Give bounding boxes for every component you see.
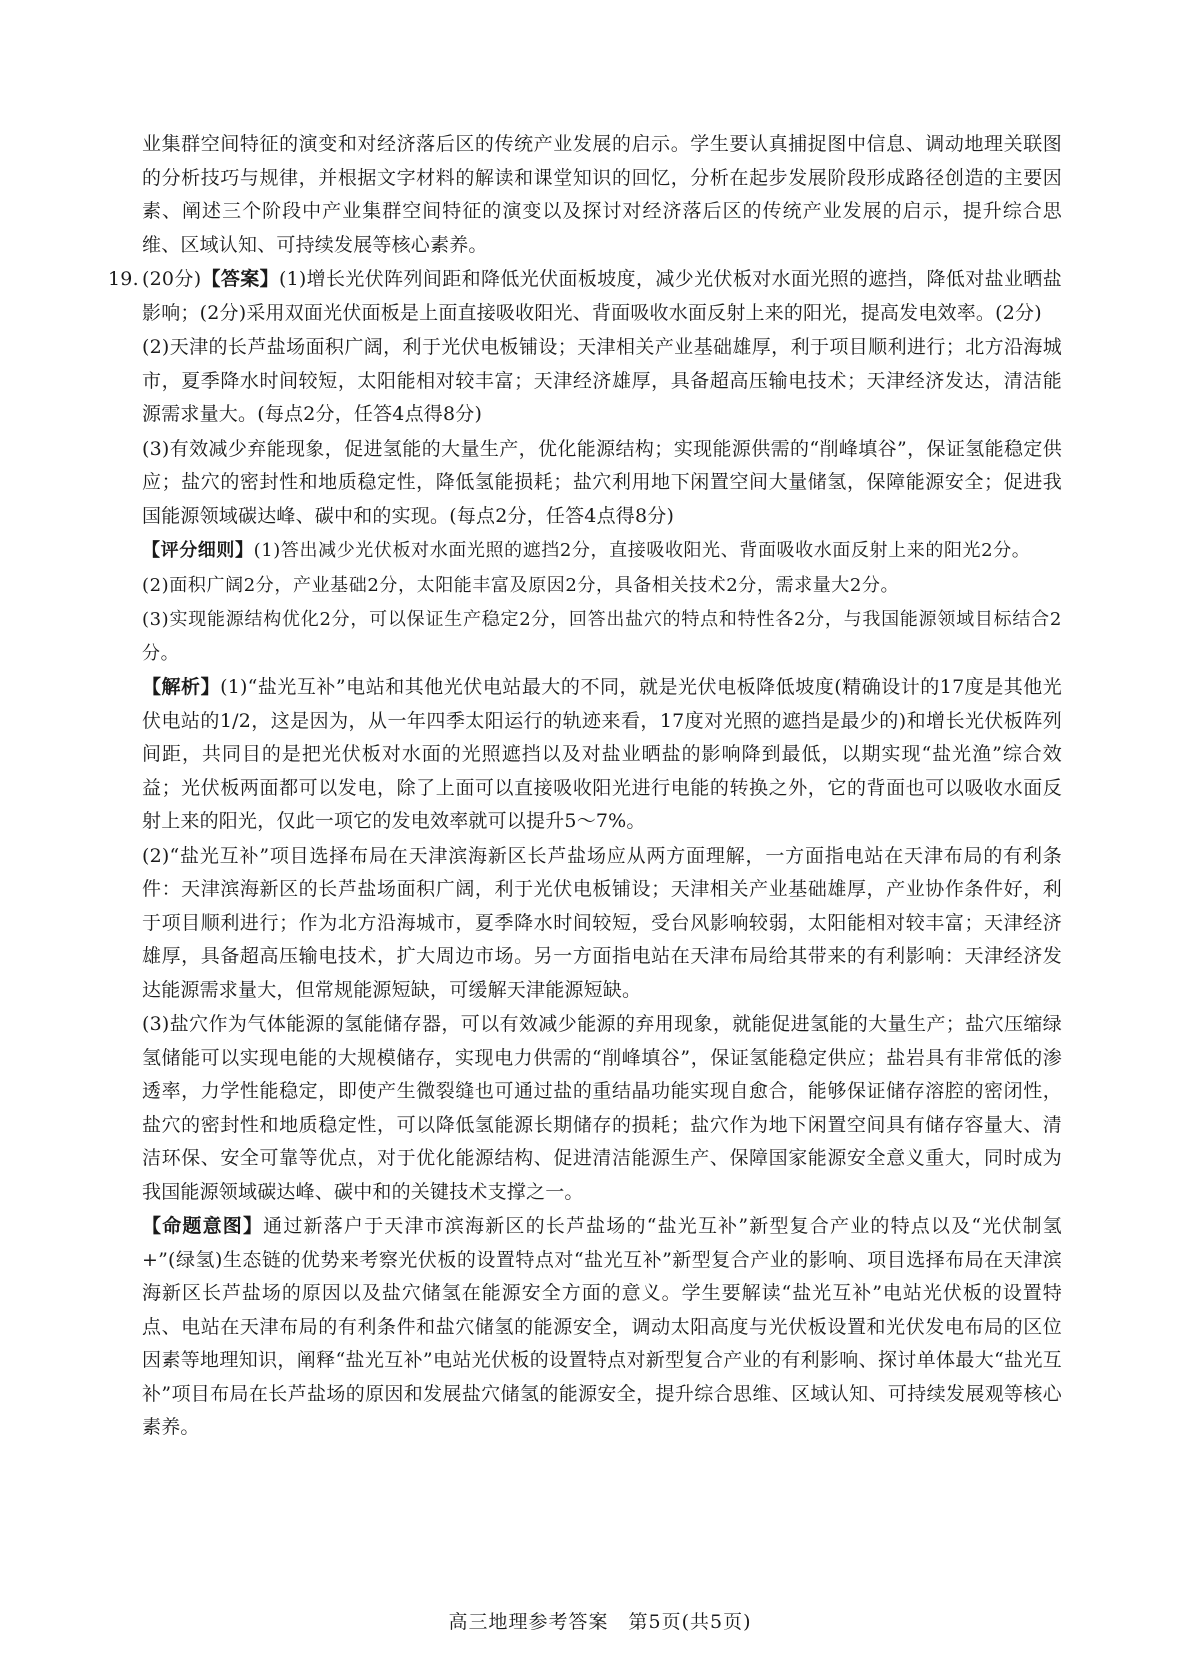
analysis-part-1: (1)“盐光互补”电站和其他光伏电站最大的不同，就是光伏电板降低坡度(精确设计的17度是其他光伏电站的1/2，这是因为，从一年四季太阳运行的轨迹来看，17度对光照的遮挡是最少的)和增长光伏板阵列间距，共同目的是把光伏板对水面的光照遮挡以及对盐业晒盐的影响降到最低，以期实现“盐光渔”综合效益；光伏板两面都可以发电，除了上面可以直接吸收阳光进行电能的转换之外，它的背面也可以吸收水面反射上来的阳光，仅此一项它的发电效率就可以提升5～7%。	[142, 676, 1062, 832]
intro-paragraph: 业集群空间特征的演变和对经济落后区的传统产业发展的启示。学生要认真捕捉图中信息、调动地理关联图的分析技巧与规律，并根据文字材料的解读和课堂知识的回忆，分析在起步发展阶段形成路径创造的主要因素、阐述三个阶段中产业集群空间特征的演变以及探讨对经济落后区的传统产业发展的启示，提升综合思维、区域认知、可持续发展等核心素养。	[142, 133, 1062, 256]
intent-text: 通过新落户于天津市滨海新区的长芦盐场的“盐光互补”新型复合产业的特点以及“光伏制氢+”(绿氢)生态链的优势来考察光伏板的设置特点对“盐光互补”新型复合产业的影响、项目选择布局在天津滨海新区长芦盐场的原因以及盐穴储氢在能源安全方面的意义。学生要解读“盐光互补”电站光伏板的设置特点、电站在天津布局的有利条件和盐穴储氢的能源安全，调动太阳高度与光伏板设置和光伏发电布局的区位因素等地理知识，阐释“盐光互补”电站光伏板的设置特点对新型复合产业的有利影响、探讨单体最大“盐光互补”项目布局在长芦盐场的原因和发展盐穴储氢的能源安全，提升综合思维、区域认知、可持续发展观等核心素养。	[142, 1215, 1063, 1438]
rubric-tag: 【评分细则】	[142, 540, 254, 561]
q19-answer-3: (3)有效减少弃能现象，促进氢能的大量生产，优化能源结构；实现能源供需的“削峰填谷”，保证氢能稳定供应；盐穴的密封性和地质稳定性，降低氢能损耗；盐穴利用地下闲置空间大量储氢，保障能源安全；促进我国能源领域碳达峰、碳中和的实现。(每点2分，任答4点得8分)	[142, 437, 1062, 527]
answer-part-1: (1)增长光伏阵列间距和降低光伏面板坡度，减少光伏板对水面光照的遮挡，降低对盐业晒盐影响；(2分)采用双面光伏面板是上面直接吸收阳光、背面吸收水面反射上来的阳光，提高发电效率。(2分)	[142, 268, 1062, 324]
analysis-tag: 【解析】	[142, 676, 221, 698]
q19-answer-1	[108, 263, 1062, 330]
q19-answer-2: (2)天津的长芦盐场面积广阔，利于光伏电板铺设；天津相关产业基础雄厚，利于项目顺利进行；北方沿海城市，夏季降水时间较短，太阳能相对较丰富；天津经济雄厚，具备超高压输电技术；天津经济发达，清洁能源需求量大。(每点2分，任答4点得8分)	[142, 336, 1062, 425]
answer-tag: 【答案】	[201, 268, 279, 290]
rubric-2: (2)面积广阔2分，产业基础2分，太阳能丰富及原因2分，具备相关技术2分，需求量大2分。	[142, 574, 900, 596]
rubric-part-1: (1)答出减少光伏板对水面光照的遮挡2分，直接吸收阳光、背面吸收水面反射上来的阳光2分。	[253, 540, 1031, 561]
page-footer: 高三地理参考答案 第5页(共5页)	[448, 1611, 752, 1633]
question-number: 19.	[108, 268, 139, 290]
analysis-2: (2)“盐光互补”项目选择布局在天津滨海新区长芦盐场应从两方面理解，一方面指电站在天津布局的有利条件：天津滨海新区的长芦盐场面积广阔，利于光伏电板铺设；天津相关产业基础雄厚，产业协作条件好，利于项目顺利进行；作为北方沿海城市，夏季降水时间较短，受台风影响较弱，太阳能相对较丰富；天津经济雄厚，具备超高压输电技术，扩大周边市场。另一方面指电站在天津布局给其带来的有利影响：天津经济发达能源需求量大，但常规能源短缺，可缓解天津能源短缺。	[142, 844, 1062, 1001]
rubric-1	[142, 534, 1062, 568]
page-content	[108, 128, 1063, 1445]
intent-paragraph	[142, 1210, 1062, 1445]
analysis-1	[142, 671, 1062, 839]
intent-tag: 【命题意图】	[142, 1215, 264, 1237]
question-score: (20分)	[142, 268, 202, 290]
rubric-3: (3)实现能源结构优化2分，可以保证生产稳定2分，回答出盐穴的特点和特性各2分，与我国能源领域目标结合2分。	[142, 609, 1062, 664]
analysis-3: (3)盐穴作为气体能源的氢能储存器，可以有效减少能源的弃用现象，就能促进氢能的大量生产；盐穴压缩绿氢储能可以实现电能的大规模储存，实现电力供需的“削峰填谷”，保证氢能稳定供应；盐岩具有非常低的渗透率，力学性能稳定，即使产生微裂缝也可通过盐的重结晶功能实现自愈合，能够保证储存溶腔的密闭性，盐穴的密封性和地质稳定性，可以降低氢能源长期储存的损耗；盐穴作为地下闲置空间具有储存容量大、清洁环保、安全可靠等优点，对于优化能源结构、促进清洁能源生产、保障国家能源安全意义重大，同时成为我国能源领域碳达峰、碳中和的关键技术支撑之一。	[142, 1013, 1062, 1203]
